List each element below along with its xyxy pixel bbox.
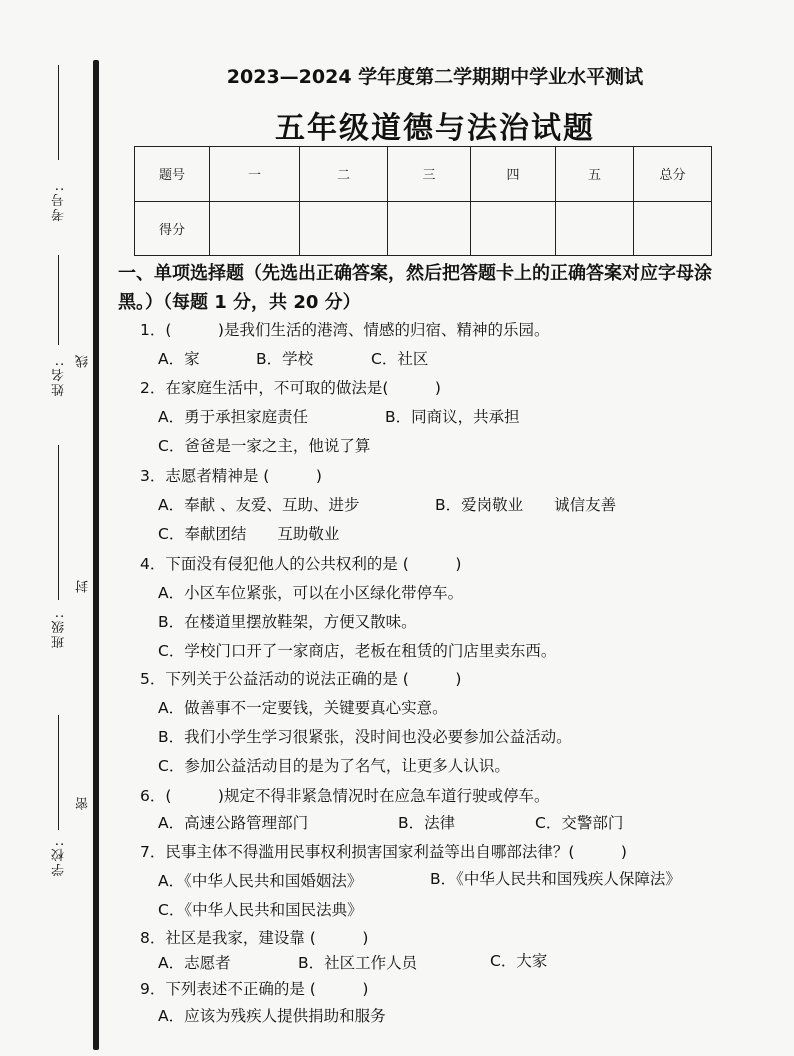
seal-mi: 密: [76, 797, 91, 810]
question-stem: 1．( )是我们生活的港湾、情感的归宿、精神的乐园。: [140, 321, 550, 339]
question-stem: 3．志愿者精神是 ( ): [140, 467, 322, 485]
seal-xian: 线: [76, 355, 91, 368]
score-header-cell: 题号: [135, 147, 210, 202]
exam-no-label: 考号:: [52, 185, 67, 222]
option: A．奉献 、友爱、互助、进步: [158, 496, 360, 514]
score-header-cell: 二: [300, 147, 388, 202]
option: C．奉献团结 互助敬业: [158, 525, 340, 543]
score-header-cell: 一: [210, 147, 300, 202]
option: C．《中华人民共和国民法典》: [158, 901, 363, 919]
question-stem: 7．民事主体不得滥用民事权利损害国家利益等出自哪部法律？( ): [140, 843, 627, 861]
question-stem: 8．社区是我家，建设靠 ( ): [140, 929, 369, 947]
score-table-score-row: [135, 201, 712, 256]
option: A．《中华人民共和国婚姻法》: [158, 872, 363, 890]
option: C．爸爸是一家之主，他说了算: [158, 437, 371, 455]
option: B．爱岗敬业 诚信友善: [435, 496, 617, 514]
score-table: [134, 146, 712, 256]
option: B．同商议，共承担: [385, 408, 520, 426]
binding-margin: [0, 0, 100, 1056]
option: A．小区车位紧张，可以在小区绿化带停车。: [158, 584, 464, 602]
option: C．大家: [490, 952, 548, 970]
school-label: 学校:: [52, 840, 67, 877]
score-table-header-row: [135, 147, 712, 202]
question-stem: 4．下面没有侵犯他人的公共权利的是 ( ): [140, 555, 462, 573]
score-cell[interactable]: [388, 201, 471, 256]
exam-no-line: [58, 65, 59, 160]
school-line: [58, 715, 59, 830]
option: C．参加公益活动目的是为了名气，让更多人认识。: [158, 757, 510, 775]
score-cell[interactable]: [634, 201, 712, 256]
score-cell[interactable]: [300, 201, 388, 256]
option: A．高速公路管理部门: [158, 814, 309, 832]
seal-feng: 封: [76, 580, 91, 593]
option: A．家: [158, 350, 200, 368]
score-cell[interactable]: [471, 201, 556, 256]
class-label: 班级:: [52, 612, 67, 649]
option: A．志愿者: [158, 954, 231, 972]
option: C．交警部门: [535, 814, 624, 832]
question-stem: 9．下列表述不正确的是 ( ): [140, 980, 369, 998]
option: B．社区工作人员: [298, 954, 418, 972]
score-header-cell: 五: [556, 147, 634, 202]
option: B．学校: [256, 350, 314, 368]
score-row-label: 得分: [135, 201, 210, 256]
option: A．做善事不一定要钱，关键要真心实意。: [158, 699, 448, 717]
option: B．我们小学生学习很紧张，没时间也没必要参加公益活动。: [158, 728, 572, 746]
question-stem: 5．下列关于公益活动的说法正确的是 ( ): [140, 670, 462, 688]
question-stem: 6．( )规定不得非紧急情况时在应急车道行驶或停车。: [140, 787, 550, 805]
name-label: 姓名:: [52, 360, 67, 397]
option: B．在楼道里摆放鞋架，方便又散味。: [158, 613, 417, 631]
binding-line: [93, 60, 99, 1050]
option: A．勇于承担家庭责任: [158, 408, 309, 426]
option: C．社区: [371, 350, 429, 368]
score-header-cell: 总分: [634, 147, 712, 202]
name-line: [58, 255, 59, 345]
class-line: [58, 445, 59, 600]
option: A．应该为残疾人提供捐助和服务: [158, 1007, 386, 1025]
option: B．《中华人民共和国残疾人保障法》: [430, 870, 681, 888]
section-heading: 一、单项选择题（先选出正确答案，然后把答题卡上的正确答案对应字母涂黑。）（每题 1 分，共 20 分）: [118, 263, 712, 313]
question-stem: 2．在家庭生活中，不可取的做法是( ): [140, 379, 441, 397]
score-cell[interactable]: [210, 201, 300, 256]
exam-subtitle: 五年级道德与法治试题: [275, 111, 595, 146]
exam-title: 2023—2024 学年度第二学期期中学业水平测试: [226, 66, 644, 88]
score-header-cell: 三: [388, 147, 471, 202]
option: C．学校门口开了一家商店，老板在租赁的门店里卖东西。: [158, 642, 557, 660]
option: B．法律: [398, 814, 456, 832]
score-header-cell: 四: [471, 147, 556, 202]
score-cell[interactable]: [556, 201, 634, 256]
